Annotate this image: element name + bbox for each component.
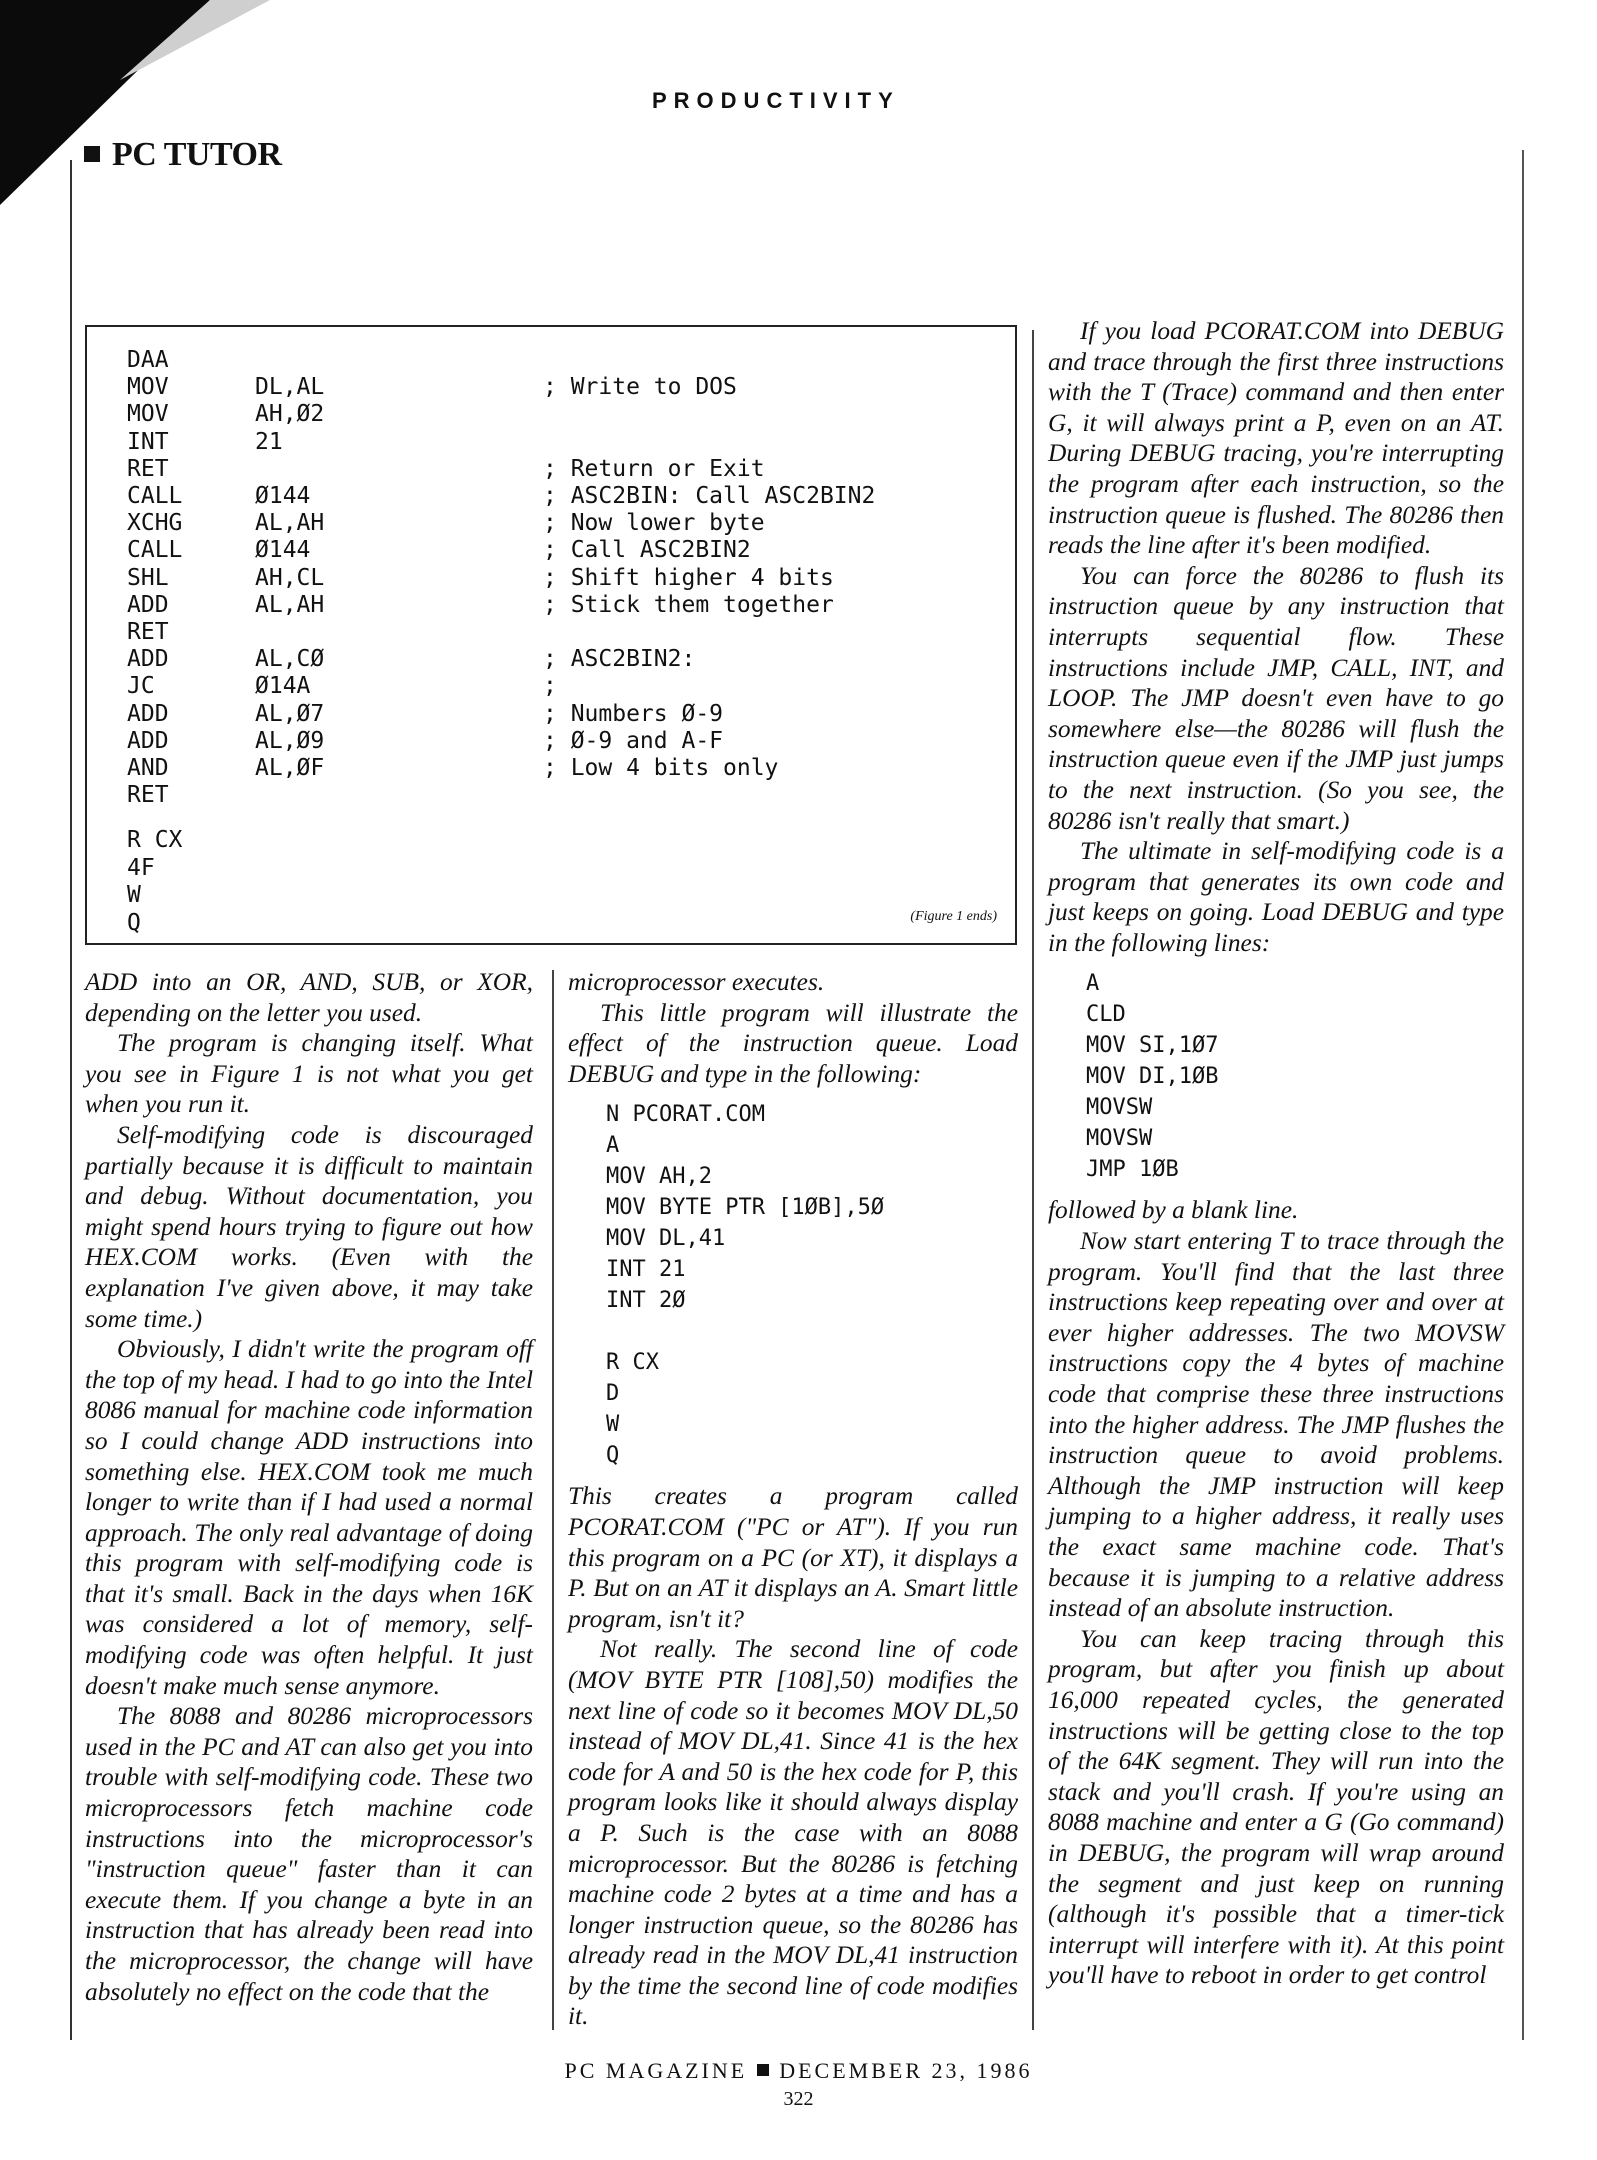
listing-row [127, 429, 875, 456]
listing-row [127, 755, 875, 782]
paragraph: This little program will illustrate the effect of the instruction queue. Load DEBUG and type in the following: [568, 998, 1018, 1088]
listing-comment: ; Return or Exit [543, 455, 765, 482]
paragraph: The program is changing itself. What you see in Figure 1 is not what you get when you run it. [85, 1029, 533, 1119]
listing-args: AH,Ø2 [255, 401, 325, 428]
listing-args [255, 347, 543, 374]
listing-op: XCHG [127, 510, 183, 537]
bullet-square-icon [757, 2064, 769, 2076]
listing-args [255, 782, 543, 809]
listing-comment: ; Stick them together [543, 591, 834, 618]
listing-op: RET [127, 619, 169, 646]
listing-args: DL,AL [255, 374, 325, 401]
listing-row [127, 565, 875, 592]
listing-op: SHL [127, 564, 169, 591]
paragraph: Not really. The second line of code (MOV BYTE PTR [108],50) modifies the next line of code so it becomes MOV DL,50 instead of MOV DL,41. Since 41 is the hex code for A and 50 is the hex code for P, this program looks like it should always display a P. Such is the case with an 8088 microprocessor. But the 80286 is fetching machine code 2 bytes at a time and has a longer instruction queue, so the 80286 has already read in the MOV DL,41 instruction by the time the second line of code modifies it. [568, 1635, 1018, 2031]
listing-row [127, 782, 875, 809]
listing-op: CALL [127, 483, 183, 510]
debug-line: Q [127, 909, 141, 936]
paragraph: You can force the 80286 to flush its instruction queue by any instruction that interrupts sequential flow. These instructions include JMP, CALL, INT, and LOOP. The JMP doesn't even have to go somewhere else—the 80286 will flush the instruction queue even if the JMP just jumps to the next instruction. (So you see, the 80286 isn't really that smart.) [1048, 561, 1504, 835]
paragraph: The ultimate in self-modifying code is a program that generates its own code and just keeps on going. Load DEBUG and type in the following lines: [1048, 837, 1504, 957]
paragraph: followed by a blank line. [1048, 1196, 1299, 1225]
listing-comment: ; Low 4 bits only [543, 755, 779, 782]
magazine-name: PC MAGAZINE [564, 2058, 748, 2083]
listing-row [127, 701, 875, 728]
listing-args: Ø144 [255, 537, 311, 564]
listing-row [127, 646, 875, 673]
debug-commands [127, 827, 182, 937]
code-listing: A CLD MOV SI,1Ø7 MOV DI,1ØB MOVSW MOVSW JMP 1ØB [1086, 971, 1219, 1183]
paragraph: ADD into an OR, AND, SUB, or XOR, depending on the letter you used. [85, 968, 533, 1027]
listing-comment [543, 401, 875, 428]
debug-line: R CX [127, 827, 183, 853]
listing-comment: ; Write to DOS [543, 374, 737, 401]
figure-caption: (Figure 1 ends) [910, 909, 997, 924]
listing-op: INT [127, 428, 169, 455]
listing-row [127, 347, 875, 374]
listing-args: AH,CL [255, 564, 325, 591]
listing-args: 21 [255, 428, 283, 455]
listing-row [127, 673, 875, 700]
listing-row [127, 374, 875, 401]
column-title [84, 136, 282, 174]
listing-comment: ; ASC2BIN2: [543, 646, 696, 673]
listing-row [127, 537, 875, 564]
debug-line: W [127, 882, 141, 908]
listing-args: AL,Ø7 [255, 700, 325, 727]
article-column-2 [568, 967, 1018, 2032]
paragraph: Obviously, I didn't write the program off the top of my head. I had to go into the Intel 8086 manual for machine code information so I could change ADD instructions into something else. HEX.COM took me much longer to write than if I had used a normal approach. The only real advantage of doing this program with self-modifying code is that it's small. Back in the days when 16K was considered a lot of memory, self-modifying code was often helpful. It just doesn't make much sense anymore. [85, 1335, 533, 1700]
listing-row [127, 456, 875, 483]
listing-op: AND [127, 755, 169, 782]
listing-args: AL,AH [255, 591, 325, 618]
debug-line: 4F [127, 854, 155, 881]
section-header: PRODUCTIVITY [652, 88, 900, 113]
listing-op: ADD [127, 646, 169, 673]
article-column-1 [85, 967, 533, 2007]
paragraph: microprocessor executes. [568, 968, 825, 996]
column-divider-2 [1032, 330, 1034, 2030]
listing-comment [543, 782, 875, 809]
listing-op: ADD [127, 700, 169, 727]
column-divider-1 [552, 970, 554, 2030]
listing-op: JC [127, 673, 155, 700]
listing-args: AL,AH [255, 510, 325, 537]
listing-comment: ; Numbers Ø-9 [543, 700, 724, 727]
listing-args: Ø14A [255, 673, 311, 700]
figure-1-listing [85, 325, 1017, 945]
listing-args: Ø144 [255, 483, 311, 510]
listing-op: MOV [127, 401, 169, 428]
listing-row [127, 401, 875, 428]
listing-row [127, 619, 875, 646]
listing-comment: ; [543, 673, 557, 700]
listing-row [127, 728, 875, 755]
right-margin-rule [1522, 150, 1524, 2040]
listing-op: RET [127, 782, 169, 809]
paragraph: This creates a program called PCORAT.COM ("PC or AT"). If you run this program on a PC (or XT), it displays a P. But on an AT it displays an A. Smart little program, isn't it? [568, 1482, 1018, 1633]
paragraph: The 8088 and 80286 microprocessors used in the PC and AT can also get you into trouble with self-modifying code. These two microprocessors fetch machine code instructions into the microprocessor's "instruction queue" faster than it can execute them. If you change a byte in an instruction that has already been read into the microprocessor, the change will have absolutely no effect on the code that the [85, 1702, 533, 2006]
listing-comment [543, 347, 875, 374]
page-footer [0, 2058, 1597, 2084]
paragraph: Now start entering T to trace through the program. You'll find that the last three instructions keep repeating over and over at ever higher addresses. The two MOVSW instructions copy the 4 bytes of machine code that comprise these three instructions into the higher address. The JMP flushes the instruction queue to avoid problems. Although the JMP instruction will keep jumping to a higher address, it really uses the exact same machine code. That's because it is jumping to a relative address instead of an absolute instruction. [1048, 1227, 1504, 1623]
page-corner-shadow [0, 0, 270, 205]
assembly-listing [127, 347, 875, 809]
page-number: 322 [783, 2088, 814, 2110]
listing-op: MOV [127, 374, 169, 401]
listing-args [255, 619, 543, 646]
issue-date: DECEMBER 23, 1986 [779, 2058, 1033, 2083]
bullet-square-icon [84, 146, 100, 162]
listing-row [127, 592, 875, 619]
listing-op: RET [127, 455, 169, 482]
listing-args: AL,Ø9 [255, 727, 325, 754]
listing-comment: ; ASC2BIN: Call ASC2BIN2 [543, 483, 876, 510]
left-margin-rule [70, 160, 72, 2040]
listing-op: ADD [127, 727, 169, 754]
listing-row [127, 510, 875, 537]
listing-op: CALL [127, 537, 183, 564]
article-column-3 [1048, 316, 1504, 1991]
code-listing: N PCORAT.COM A MOV AH,2 MOV BYTE PTR [1ØB],5Ø MOV DL,41 INT 21 INT 2Ø R CX D W Q [606, 1102, 885, 1469]
listing-comment: ; Shift higher 4 bits [543, 564, 834, 591]
listing-args [255, 456, 543, 483]
listing-comment: ; Now lower byte [543, 510, 765, 537]
listing-op: DAA [127, 347, 169, 373]
listing-args: AL,ØF [255, 755, 325, 782]
listing-comment [543, 619, 875, 646]
paragraph: If you load PCORAT.COM into DEBUG and trace through the first three instructions with the T (Trace) command and then enter G, it will always print a P, even on an AT. During DEBUG tracing, you're interrupting the program after each instruction, so the instruction queue is flushed. The 80286 then reads the line after it's been modified. [1048, 317, 1504, 560]
listing-comment [543, 429, 875, 456]
listing-comment: ; Ø-9 and A-F [543, 727, 724, 754]
listing-row [127, 483, 875, 510]
paragraph: Self-modifying code is discouraged partially because it is difficult to maintain and debug. Without documentation, you might spend hours trying to figure out how HEX.COM works. (Even with the explanation I've given above, it may take some time.) [85, 1120, 533, 1333]
listing-op: ADD [127, 591, 169, 618]
paragraph: You can keep tracing through this program, but after you finish up about 16,000 repeated cycles, the generated instructions will be getting close to the top of the 64K segment. They will run into the stack and you'll crash. If you're using an 8088 machine and enter a G (Go command) in DEBUG, the program will wrap around the segment and just keep on running (although it's possible that a timer-tick interrupt will interfere with it). At this point you'll have to reboot in order to get control [1048, 1624, 1504, 1990]
listing-comment: ; Call ASC2BIN2 [543, 537, 751, 564]
listing-args: AL,CØ [255, 646, 325, 673]
column-title-text: PC TUTOR [112, 136, 282, 173]
